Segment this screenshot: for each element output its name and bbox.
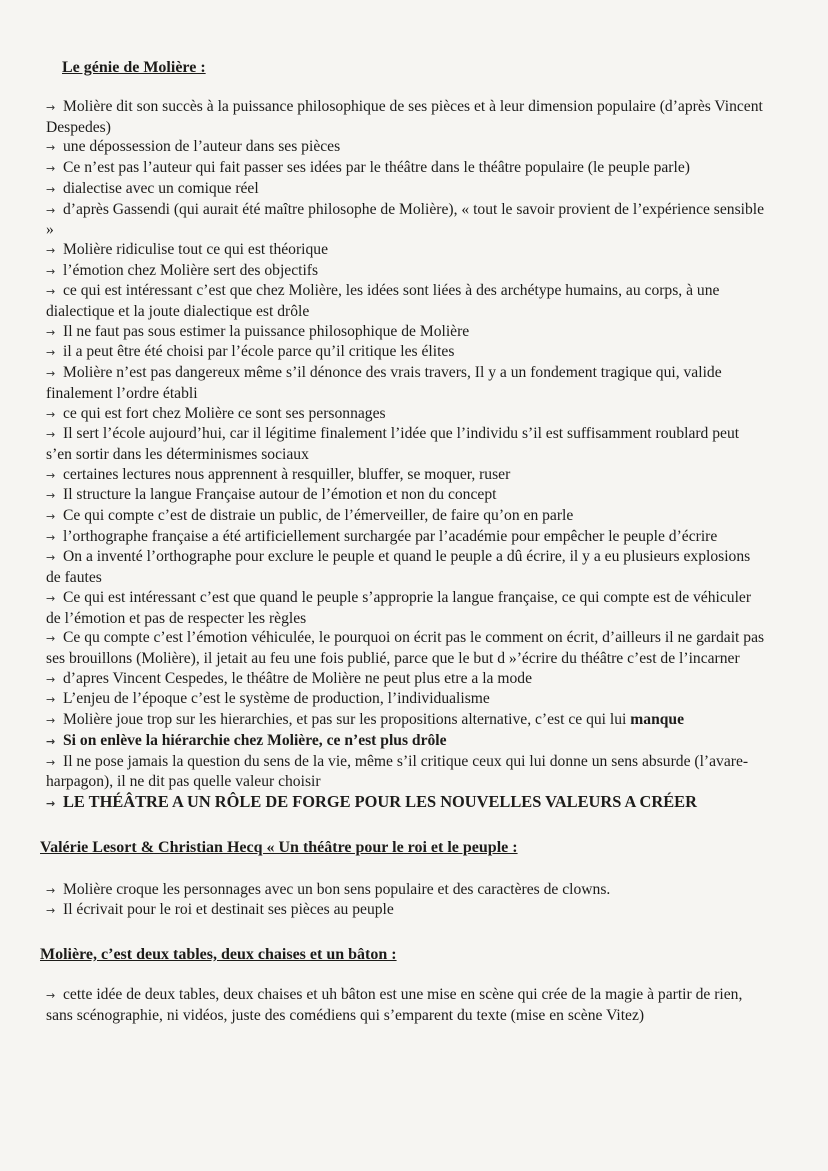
arrow-right-icon: → [46, 672, 56, 686]
section-heading: Molière, c’est deux tables, deux chaises et un bâton : [40, 946, 397, 964]
arrow-right-icon: → [46, 203, 56, 217]
list-item-text: L’enjeu de l’époque c’est le système de production, l’individualisme [63, 690, 490, 708]
list-item [46, 689, 768, 710]
list-item-text: ce qui est fort chez Molière ce sont ses personnages [63, 404, 386, 422]
list-item [46, 137, 768, 158]
list-item-text: Ce qu compte c’est l’émotion véhiculée, le pourquoi on écrit pas le comment on écrit, d’ailleurs il ne gardait pas ses brouillons (Molière), il jetait au feu une fois publié, parce que le but d »’écrire du théâtre c’est de l’incarner [46, 629, 765, 667]
list-item [46, 97, 768, 137]
list-item [46, 179, 768, 200]
arrow-right-icon: → [46, 101, 56, 114]
list-item [46, 710, 768, 731]
list-item-bold-text: manque [630, 711, 685, 729]
arrow-right-icon: → [46, 989, 56, 1003]
list-item-text: Il écrivait pour le roi et destinait ses pièces au peuple [63, 901, 394, 919]
list-item [46, 792, 768, 814]
list-item-text: dialectise avec un comique réel [63, 179, 259, 197]
list-item [46, 485, 768, 506]
bullet-list [46, 97, 768, 814]
list-item-text: Il sert l’école aujourd’hui, car il légitime finalement l’idée que l’individu s’il est suffisamment roublard peut s’en sortir dans les déterminismes sociaux [46, 425, 740, 463]
arrow-right-icon: → [46, 285, 56, 299]
list-item [46, 322, 768, 343]
list-item-text: On a inventé l’orthographe pour exclure le peuple et quand le peuple a dû écrire, il y a eu plusieurs explosions de fautes [46, 548, 751, 587]
list-item-text: LE THÉÂTRE A UN RÔLE DE FORGE POUR LES NOUVELLES VALEURS A CRÉER [63, 791, 697, 811]
list-item [46, 281, 768, 321]
list-item [46, 506, 768, 527]
arrow-right-icon: → [46, 141, 56, 155]
section-deux-tables [40, 945, 768, 1025]
list-item [46, 363, 768, 403]
arrow-right-icon: → [46, 489, 56, 503]
arrow-right-icon: → [46, 162, 56, 176]
list-item [46, 240, 768, 261]
arrow-right-icon: → [46, 530, 56, 544]
list-item-text: d’après Gassendi (qui aurait été maître philosophe de Molière), « tout le savoir provient de l’expérience sensible » [46, 200, 765, 239]
arrow-right-icon: → [46, 182, 56, 196]
arrow-right-icon: → [46, 755, 56, 769]
list-item [46, 158, 768, 179]
section-heading: Valérie Lesort & Christian Hecq « Un théâtre pour le roi et le peuple : [40, 838, 518, 856]
arrow-right-icon: → [46, 243, 56, 257]
arrow-right-icon: → [46, 510, 56, 524]
bullet-list [46, 985, 768, 1025]
bullet-list [46, 880, 768, 921]
list-item-text: Ce qui est intéressant c’est que quand le peuple s’approprie la langue française, ce qui compte est de véhiculer de l’émotion et pas de respecter les règles [46, 588, 752, 627]
list-item [46, 404, 768, 425]
list-item-text: l’orthographe française a été artificiellement surchargée par l’académie pour empêcher le peuple d’écrire [63, 527, 718, 545]
list-item [46, 342, 768, 363]
list-item [46, 261, 768, 282]
list-item-text: certaines lectures nous apprennent à resquiller, bluffer, se moquer, ruser [63, 465, 511, 483]
list-item-text: Il ne pose jamais la question du sens de la vie, même s’il critique ceux qui lui donne un sens absurde (l’avare-harpagon), il ne dit pas quelle valeur choisir [46, 752, 749, 791]
arrow-right-icon: → [46, 632, 56, 646]
list-item-text: d’apres Vincent Cespedes, le théâtre de Molière ne peut plus etre a la mode [63, 669, 533, 687]
list-item-text: cette idée de deux tables, deux chaises et uh bâton est une mise en scène qui crée de la magie à partir de rien, sans scénographie, ni vidéos, juste des comédiens qui s’emparent du texte (mise en scène Vitez) [46, 986, 743, 1024]
arrow-right-icon: → [46, 693, 56, 707]
section-genie-de-moliere [46, 58, 768, 814]
list-item-text: Molière joue trop sur les hierarchies, et pas sur les propositions alternative, c’est ce qui lui [63, 711, 627, 729]
list-item [46, 588, 768, 628]
arrow-right-icon: → [46, 407, 56, 421]
list-item [46, 880, 768, 901]
arrow-right-icon: → [46, 346, 56, 360]
list-item-text: ce qui est intéressant c’est que chez Molière, les idées sont liées à des archétype humains, au corps, à une dialectique et la joute dialectique est drôle [46, 282, 720, 321]
list-item [46, 731, 768, 752]
arrow-right-icon: → [46, 796, 56, 810]
list-item-text: Molière croque les personnages avec un bon sens populaire et des caractères de clowns. [63, 880, 611, 898]
arrow-right-icon: → [46, 428, 56, 442]
arrow-right-icon: → [46, 264, 56, 278]
list-item-text: Molière n’est pas dangereux même s’il dénonce des vrais travers, Il y a un fondement tragique qui, valide finalement l’ordre établi [46, 364, 722, 402]
list-item [46, 424, 768, 464]
list-item [46, 900, 768, 921]
list-item-text: Molière ridiculise tout ce qui est théorique [63, 240, 329, 258]
list-item-text: Ce n’est pas l’auteur qui fait passer ses idées par le théâtre dans le théâtre populaire (le peuple parle) [63, 159, 690, 177]
list-item-text: une dépossession de l’auteur dans ses pièces [63, 138, 341, 156]
list-item-text: il a peut être été choisi par l’école parce qu’il critique les élites [63, 343, 455, 361]
list-item-text: Ce qui compte c’est de distraie un public, de l’émerveiller, de faire qu’on en parle [63, 507, 574, 525]
list-item [46, 752, 768, 792]
arrow-right-icon: → [46, 904, 56, 918]
list-item-text: Il structure la langue Française autour de l’émotion et non du concept [63, 486, 497, 504]
arrow-right-icon: → [46, 591, 56, 605]
arrow-right-icon: → [46, 325, 56, 339]
list-item [46, 465, 768, 486]
arrow-right-icon: → [46, 734, 56, 748]
list-item [46, 669, 768, 690]
arrow-right-icon: → [46, 367, 56, 381]
list-item-text: Molière dit son succès à la puissance philosophique de ses pièces et à leur dimension populaire (d’après Vincent Despedes) [46, 98, 763, 136]
section-lesort-hecq [40, 838, 768, 921]
section-heading: Le génie de Molière : [62, 59, 206, 76]
arrow-right-icon: → [46, 551, 56, 565]
list-item-text: Il ne faut pas sous estimer la puissance philosophique de Molière [63, 322, 470, 340]
arrow-right-icon: → [46, 883, 56, 897]
list-item-text: l’émotion chez Molière sert des objectifs [63, 261, 319, 279]
list-item [46, 527, 768, 548]
list-item-text: Si on enlève la hiérarchie chez Molière, ce n’est plus drôle [63, 731, 447, 749]
list-item [46, 628, 768, 668]
arrow-right-icon: → [46, 468, 56, 482]
list-item [46, 547, 768, 587]
arrow-right-icon: → [46, 714, 56, 728]
list-item [46, 200, 768, 240]
list-item [46, 985, 768, 1025]
